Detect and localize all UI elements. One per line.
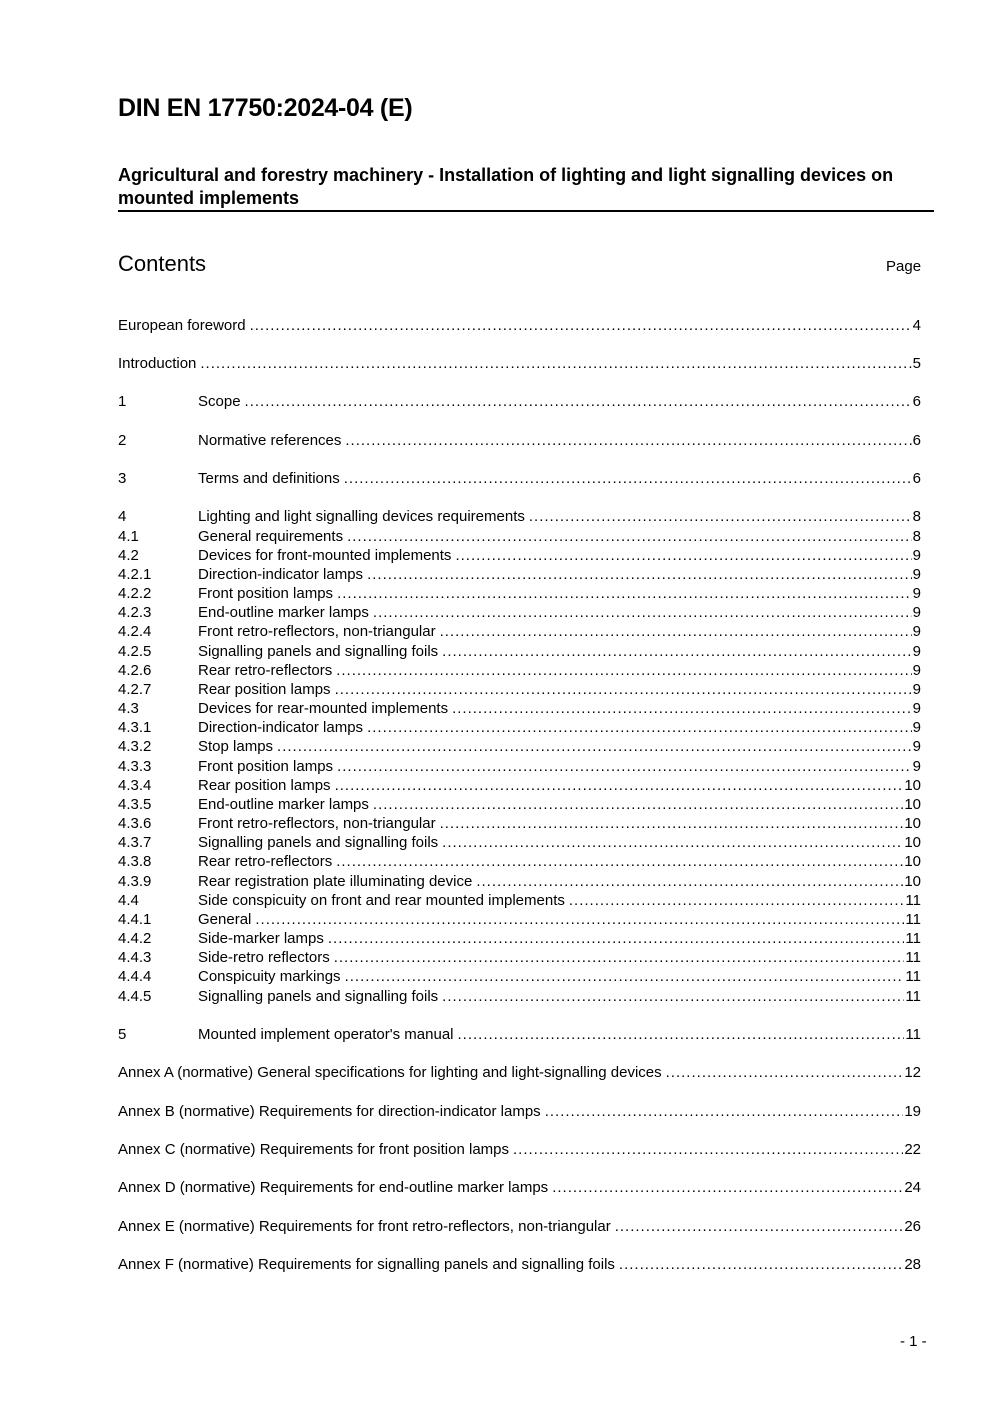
toc-entry-page: 9	[912, 623, 921, 640]
toc-entry[interactable]	[118, 795, 921, 814]
toc-dot-leader	[440, 814, 904, 833]
toc-entry[interactable]	[118, 776, 921, 795]
toc-entry-title: Signalling panels and signalling foils	[198, 834, 439, 851]
toc-entry-page: 9	[912, 604, 921, 621]
toc-entry-page: 9	[912, 681, 921, 698]
toc-entry[interactable]	[118, 1255, 921, 1274]
toc-entry[interactable]	[118, 527, 921, 546]
toc-entry-title: Rear position lamps	[198, 777, 331, 794]
toc-dot-leader	[666, 1063, 904, 1082]
toc-dot-leader	[336, 852, 903, 871]
toc-entry[interactable]	[118, 1217, 921, 1236]
toc-entry-page: 10	[904, 815, 921, 832]
toc-entry[interactable]	[118, 1178, 921, 1197]
toc-entry-page: 26	[904, 1218, 921, 1235]
toc-entry-title: Signalling panels and signalling foils	[198, 988, 439, 1005]
toc-entry[interactable]	[118, 737, 921, 756]
toc-dot-leader	[442, 833, 903, 852]
document-id: DIN EN 17750:2024-04 (E)	[118, 94, 413, 122]
document-title: Agricultural and forestry machinery - Installation of lighting and light signalling devices on mounted implements	[118, 165, 894, 208]
toc-entry-title: Annex E (normative) Requirements for front retro-reflectors, non-triangular	[118, 1218, 611, 1235]
toc-dot-leader	[334, 948, 905, 967]
toc-entry-page: 28	[904, 1256, 921, 1273]
toc-dot-leader	[255, 910, 904, 929]
toc-entry-title: Rear position lamps	[198, 681, 331, 698]
toc-entry-title: Rear retro-reflectors	[198, 662, 333, 679]
toc-entry-page: 6	[912, 432, 921, 449]
toc-entry[interactable]	[118, 987, 921, 1006]
toc-entry-page: 9	[912, 643, 921, 660]
toc-entry-title: Lighting and light signalling devices requirements	[198, 508, 525, 525]
toc-entry-page: 19	[904, 1103, 921, 1120]
toc-dot-leader	[277, 737, 912, 756]
toc-entry-number: 4.3	[118, 700, 139, 717]
toc-entry-page: 10	[904, 873, 921, 890]
toc-entry-number: 4.4.3	[118, 949, 152, 966]
toc-entry-page: 11	[905, 911, 921, 928]
toc-entry-page: 8	[912, 508, 921, 525]
toc-entry-page: 6	[912, 393, 921, 410]
toc-dot-leader	[250, 316, 912, 335]
toc-entry-page: 11	[905, 892, 921, 909]
toc-dot-leader	[337, 757, 912, 776]
toc-dot-leader	[367, 565, 912, 584]
toc-entry-page: 22	[904, 1141, 921, 1158]
toc-entry-page: 8	[912, 528, 921, 545]
toc-entry[interactable]	[118, 910, 921, 929]
toc-entry-number: 4.2.7	[118, 681, 152, 698]
toc-entry-page: 9	[912, 662, 921, 679]
toc-entry-title: General requirements	[198, 528, 344, 545]
toc-entry[interactable]	[118, 699, 921, 718]
toc-entry-number: 4.3.5	[118, 796, 152, 813]
toc-entry-title: Scope	[198, 393, 241, 410]
toc-entry-number: 4.1	[118, 528, 139, 545]
toc-entry[interactable]	[118, 316, 921, 335]
toc-entry-title: Annex C (normative) Requirements for front position lamps	[118, 1141, 509, 1158]
toc-dot-leader	[619, 1255, 903, 1274]
toc-entry[interactable]	[118, 431, 921, 450]
toc-entry-number: 4.3.2	[118, 738, 152, 755]
toc-entry-title: Introduction	[118, 355, 197, 372]
toc-dot-leader	[373, 795, 903, 814]
toc-entry[interactable]	[118, 565, 921, 584]
toc-entry[interactable]	[118, 1102, 921, 1121]
toc-entry-number: 4.3.9	[118, 873, 152, 890]
toc-entry-page: 24	[904, 1179, 921, 1196]
toc-dot-leader	[347, 527, 912, 546]
toc-entry-page: 9	[912, 758, 921, 775]
toc-dot-leader	[345, 967, 905, 986]
toc-entry-number: 4.3.3	[118, 758, 152, 775]
toc-dot-leader	[529, 507, 912, 526]
toc-entry-number: 4.4.1	[118, 911, 152, 928]
toc-entry-title: Annex F (normative) Requirements for signalling panels and signalling foils	[118, 1256, 615, 1273]
toc-dot-leader	[569, 891, 905, 910]
toc-entry[interactable]	[118, 507, 921, 526]
toc-dot-leader	[476, 872, 903, 891]
toc-entry-title: Annex A (normative) General specifications for lighting and light-signalling devices	[118, 1064, 662, 1081]
toc-entry-title: End-outline marker lamps	[198, 604, 369, 621]
toc-entry-title: Stop lamps	[198, 738, 274, 755]
toc-dot-leader	[440, 622, 912, 641]
toc-entry-number: 4.4.5	[118, 988, 152, 1005]
toc-dot-leader	[328, 929, 905, 948]
toc-entry-page: 10	[904, 834, 921, 851]
title-rule	[118, 210, 934, 212]
toc-entry-title: Front retro-reflectors, non-triangular	[198, 623, 436, 640]
toc-entry[interactable]	[118, 469, 921, 488]
toc-entry-number: 1	[118, 393, 127, 410]
toc-entry-title: Front position lamps	[198, 585, 334, 602]
toc-entry-number: 5	[118, 1026, 127, 1043]
toc-entry-title: Terms and definitions	[198, 470, 340, 487]
toc-entry-number: 4.2.5	[118, 643, 152, 660]
toc-entry-page: 5	[912, 355, 921, 372]
toc-entry-title: Conspicuity markings	[198, 968, 341, 985]
toc-dot-leader	[552, 1178, 903, 1197]
toc-entry-number: 4.3.8	[118, 853, 152, 870]
toc-entry[interactable]	[118, 642, 921, 661]
toc-entry-title: Annex B (normative) Requirements for direction-indicator lamps	[118, 1103, 541, 1120]
toc-entry-title: Front retro-reflectors, non-triangular	[198, 815, 436, 832]
footer-page-number: - 1 -	[900, 1333, 927, 1350]
toc-dot-leader	[245, 392, 912, 411]
toc-dot-leader	[335, 776, 904, 795]
contents-heading: Contents	[118, 251, 207, 276]
toc-entry[interactable]	[118, 833, 921, 852]
toc-dot-leader	[335, 680, 912, 699]
toc-entry-number: 4.2	[118, 547, 139, 564]
toc-entry-page: 11	[905, 949, 921, 966]
toc-entry-title: Direction-indicator lamps	[198, 719, 364, 736]
toc-entry[interactable]	[118, 718, 921, 737]
toc-entry-number: 2	[118, 432, 127, 449]
toc-entry-number: 4	[118, 508, 127, 525]
toc-dot-leader	[373, 603, 912, 622]
toc-entry-title: Front position lamps	[198, 758, 334, 775]
toc-entry-title: Rear retro-reflectors	[198, 853, 333, 870]
toc-entry-number: 3	[118, 470, 127, 487]
toc-entry-number: 4.4	[118, 892, 139, 909]
toc-entry-page: 9	[912, 719, 921, 736]
toc-entry-page: 11	[905, 930, 921, 947]
toc-entry-title: Rear registration plate illuminating device	[198, 873, 473, 890]
toc-entry-page: 4	[912, 317, 921, 334]
toc-entry[interactable]	[118, 354, 921, 373]
toc-entry-page: 9	[912, 566, 921, 583]
toc-dot-leader	[442, 987, 904, 1006]
toc-entry-number: 4.2.4	[118, 623, 152, 640]
toc-entry[interactable]	[118, 584, 921, 603]
toc-dot-leader	[367, 718, 912, 737]
toc-dot-leader	[615, 1217, 904, 1236]
toc-dot-leader	[513, 1140, 903, 1159]
toc-entry-page: 9	[912, 585, 921, 602]
toc-entry-title: European foreword	[118, 317, 246, 334]
toc-entry-number: 4.3.4	[118, 777, 152, 794]
toc-dot-leader	[337, 584, 912, 603]
toc-dot-leader	[336, 661, 911, 680]
toc-entry[interactable]	[118, 1140, 921, 1159]
toc-entry[interactable]	[118, 1025, 921, 1044]
toc-entry[interactable]	[118, 967, 921, 986]
toc-entry[interactable]	[118, 929, 921, 948]
toc-entry[interactable]	[118, 680, 921, 699]
toc-entry-title: Direction-indicator lamps	[198, 566, 364, 583]
toc-dot-leader	[344, 469, 912, 488]
toc-entry-title: Devices for rear-mounted implements	[198, 700, 449, 717]
toc-entry[interactable]	[118, 392, 921, 411]
toc-entry-number: 4.3.1	[118, 719, 152, 736]
toc-entry-number: 4.4.4	[118, 968, 152, 985]
toc-entry-page: 9	[912, 547, 921, 564]
toc-entry-title: Mounted implement operator's manual	[198, 1026, 454, 1043]
toc-entry-number: 4.2.2	[118, 585, 152, 602]
toc-entry-number: 4.2.1	[118, 566, 152, 583]
toc-entry[interactable]	[118, 852, 921, 871]
toc-entry-page: 10	[904, 853, 921, 870]
toc-entry-page: 11	[905, 968, 921, 985]
toc-entry[interactable]	[118, 622, 921, 641]
toc-entry-title: Devices for front-mounted implements	[198, 547, 452, 564]
toc-dot-leader	[545, 1102, 904, 1121]
toc-entry-page: 9	[912, 738, 921, 755]
toc-entry-page: 11	[905, 1026, 921, 1043]
toc-entry-number: 4.3.7	[118, 834, 152, 851]
toc-entry-number: 4.2.6	[118, 662, 152, 679]
toc-entry-title: End-outline marker lamps	[198, 796, 369, 813]
toc-entry-title: Annex D (normative) Requirements for end-outline marker lamps	[118, 1179, 549, 1196]
toc-entry[interactable]	[118, 546, 921, 565]
toc-dot-leader	[455, 546, 911, 565]
toc-entry-title: Signalling panels and signalling foils	[198, 643, 439, 660]
toc-entry-page: 10	[904, 796, 921, 813]
toc-entry-page: 10	[904, 777, 921, 794]
toc-entry-number: 4.3.6	[118, 815, 152, 832]
toc-dot-leader	[345, 431, 911, 450]
toc-entry[interactable]	[118, 872, 921, 891]
toc-entry-title: General	[198, 911, 252, 928]
toc-entry-page: 11	[905, 988, 921, 1005]
toc-dot-leader	[458, 1025, 905, 1044]
toc-entry[interactable]	[118, 891, 921, 910]
toc-entry-title: Side conspicuity on front and rear mounted implements	[198, 892, 565, 909]
toc-entry-title: Normative references	[198, 432, 342, 449]
toc-entry-page: 6	[912, 470, 921, 487]
toc-entry[interactable]	[118, 661, 921, 680]
toc-dot-leader	[452, 699, 912, 718]
toc-entry[interactable]	[118, 603, 921, 622]
toc-entry-number: 4.2.3	[118, 604, 152, 621]
toc-entry-title: Side-retro reflectors	[198, 949, 330, 966]
toc-entry[interactable]	[118, 814, 921, 833]
toc-entry[interactable]	[118, 948, 921, 967]
toc-entry[interactable]	[118, 1063, 921, 1082]
toc-entry-page: 9	[912, 700, 921, 717]
toc-entry-number: 4.4.2	[118, 930, 152, 947]
toc-entry[interactable]	[118, 757, 921, 776]
toc-entry-title: Side-marker lamps	[198, 930, 324, 947]
toc-entry-page: 12	[904, 1064, 921, 1081]
toc-dot-leader	[442, 642, 911, 661]
page-column-heading: Page	[886, 258, 922, 275]
toc-dot-leader	[200, 354, 911, 373]
